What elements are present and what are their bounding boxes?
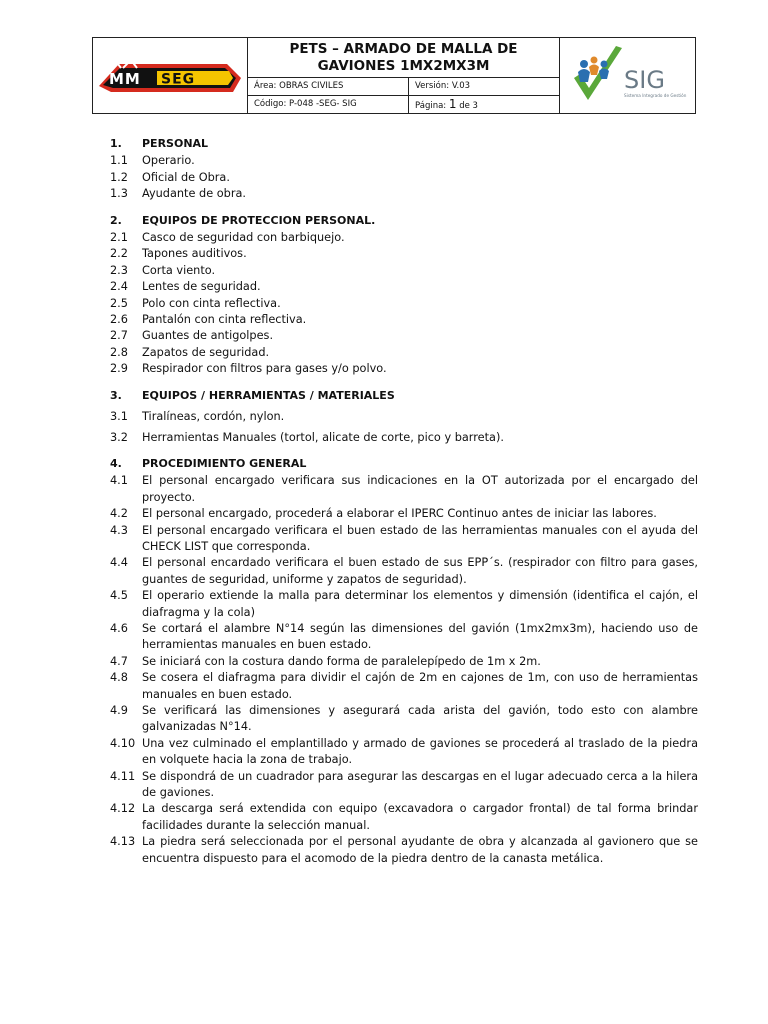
list-item: [110, 430, 698, 446]
section-heading: [110, 456, 698, 472]
list-item: [110, 670, 698, 703]
item-text: Respirador con filtros para gases y/o polvo.: [142, 362, 387, 376]
item-number: 1.3: [110, 187, 128, 201]
list-item: [110, 186, 698, 202]
section-title: EQUIPOS / HERRAMIENTAS / MATERIALES: [142, 388, 395, 402]
item-number: 4.4: [110, 556, 128, 570]
pagina-prefix: Página:: [415, 101, 449, 111]
list-item: [110, 345, 698, 361]
item-text: Tiralíneas, cordón, nylon.: [142, 410, 285, 424]
list-item: [110, 153, 698, 169]
document-title: [248, 38, 559, 78]
svg-text:MM: MM: [109, 70, 141, 88]
list-item: [110, 230, 698, 246]
item-number: 2.6: [110, 313, 128, 327]
section-number: 2.: [110, 213, 122, 227]
item-text: La piedra será seleccionada por el personal ayudante de obra y alcanzada al gavionero que se encuentra dispuesto para el acomodo de la piedra dentro de la canasta metálica.: [142, 835, 698, 865]
list-item: [110, 473, 698, 506]
list-item: [110, 312, 698, 328]
list-item: [110, 736, 698, 769]
svg-text:SEG: SEG: [161, 71, 196, 88]
title-line-1: PETS – ARMADO DE MALLA DE: [289, 41, 518, 57]
mmseg-logo-icon: [93, 38, 248, 113]
section-personal: [110, 136, 698, 203]
item-number: 3.1: [110, 410, 128, 424]
item-number: 4.13: [110, 835, 136, 849]
pagina-number: 1: [448, 97, 457, 111]
section-equipos: [110, 388, 698, 446]
document-header: [92, 37, 696, 114]
item-number: 4.5: [110, 589, 128, 603]
item-text: Pantalón con cinta reflectiva.: [142, 313, 307, 327]
item-text: Casco de seguridad con barbiquejo.: [142, 231, 345, 245]
item-number: 2.5: [110, 296, 128, 310]
codigo-field: Código: P-048 -SEG- SIG: [248, 96, 409, 113]
list-item: [110, 506, 698, 522]
list-item: [110, 621, 698, 654]
item-number: 4.2: [110, 507, 128, 521]
section-heading: [110, 136, 698, 152]
version-field: Versión: V.03: [409, 78, 559, 96]
item-number: 4.10: [110, 736, 136, 750]
item-text: El personal encargado verificara el buen estado de las herramientas manuales con el ayuda del CHECK LIST que corresponda.: [142, 523, 698, 553]
list-item: [110, 170, 698, 186]
item-number: 4.3: [110, 523, 128, 537]
section-number: 1.: [110, 137, 122, 150]
item-number: 2.8: [110, 345, 128, 359]
list-item: [110, 328, 698, 344]
item-text: Guantes de antigolpes.: [142, 329, 274, 343]
item-text: Ayudante de obra.: [142, 187, 246, 201]
sig-logo: [559, 38, 695, 113]
list-item: [110, 279, 698, 295]
pagina-suffix: de 3: [456, 101, 478, 111]
sig-checkmark-icon: [560, 38, 696, 113]
item-number: 3.2: [110, 430, 128, 444]
item-number: 1.2: [110, 170, 128, 184]
title-line-2: GAVIONES 1MX2MX3M: [317, 58, 490, 74]
item-text: El personal encardado verificara el buen estado de sus EPP´s. (respirador con filtro para gases, guantes de seguridad, uniforme y zapatos de seguridad).: [142, 556, 698, 586]
section-title: EQUIPOS DE PROTECCION PERSONAL.: [142, 213, 376, 227]
item-number: 4.12: [110, 802, 136, 816]
item-number: 2.3: [110, 263, 128, 277]
company-logo: [93, 38, 248, 113]
item-number: 2.4: [110, 280, 128, 294]
item-text: Una vez culminado el emplantillado y armado de gaviones se procederá al traslado de la piedra en volquete hacia la zona de trabajo.: [142, 736, 698, 767]
item-number: 2.7: [110, 329, 128, 343]
item-number: 1.1: [110, 154, 128, 168]
item-text: Polo con cinta reflectiva.: [142, 296, 281, 310]
item-text: Zapatos de seguridad.: [142, 345, 270, 359]
item-number: 4.7: [110, 654, 128, 668]
item-text: El operario extiende la malla para determinar los elementos y dimensión (identifica el cajón, el diafragma y la cola): [142, 589, 698, 619]
section-number: 3.: [110, 388, 122, 402]
section-heading: [110, 388, 698, 404]
list-item: [110, 263, 698, 279]
list-item: [110, 769, 698, 802]
item-text: Corta viento.: [142, 263, 216, 277]
list-item: [110, 409, 698, 425]
item-text: El personal encargado, procederá a elaborar el IPERC Continuo antes de iniciar las labores.: [142, 507, 657, 521]
sig-logo-text: SIG: [624, 66, 665, 94]
list-item: [110, 801, 698, 834]
list-item: [110, 588, 698, 621]
item-text: Tapones auditivos.: [142, 247, 247, 261]
list-item: [110, 654, 698, 670]
list-item: [110, 296, 698, 312]
item-number: 4.8: [110, 671, 128, 685]
item-number: 2.2: [110, 247, 128, 261]
item-text: La descarga será extendida con equipo (excavadora o cargador frontal) de tal forma brindar facilidades durante la selección manual.: [142, 802, 698, 832]
item-text: Se cortará el alambre N°14 según las dimensiones del gavión (1mx2mx3m), haciendo uso de herramientas manuales en buen estado.: [142, 621, 698, 652]
item-number: 2.1: [110, 231, 128, 245]
sig-logo-subtitle: Sistema Integrado de Gestión: [624, 93, 687, 98]
pagina-field: [409, 96, 559, 113]
item-text: Se iniciará con la costura dando forma de paralelepípedo de 1m x 2m.: [142, 654, 541, 668]
item-text: Se dispondrá de un cuadrador para asegurar las descargas en el lugar adecuado cerca a la hilera de gaviones.: [142, 769, 698, 800]
section-title: PERSONAL: [142, 137, 209, 150]
item-number: 4.6: [110, 621, 128, 635]
item-text: Oficial de Obra.: [142, 170, 230, 184]
document-body: [110, 136, 698, 877]
item-text: Lentes de seguridad.: [142, 280, 261, 294]
item-text: Se verificará las dimensiones y asegurará cada arista del gavión, todo esto con alambre galvanizadas N°14.: [142, 704, 698, 734]
item-text: Operario.: [142, 154, 195, 168]
item-number: 4.11: [110, 769, 136, 783]
section-title: PROCEDIMIENTO GENERAL: [142, 456, 307, 470]
section-epp: [110, 213, 698, 378]
list-item: [110, 361, 698, 377]
list-item: [110, 555, 698, 588]
item-text: Herramientas Manuales (tortol, alicate de corte, pico y barreta).: [142, 430, 504, 444]
item-text: El personal encargado verificara sus indicaciones en la OT autorizada por el encargado del proyecto.: [142, 474, 698, 504]
item-number: 4.1: [110, 474, 128, 488]
area-field: Área: OBRAS CIVILES: [248, 78, 409, 96]
list-item: [110, 523, 698, 556]
section-heading: [110, 213, 698, 229]
list-item: [110, 246, 698, 262]
section-number: 4.: [110, 456, 122, 470]
item-number: 2.9: [110, 362, 128, 376]
item-number: 4.9: [110, 704, 128, 717]
section-procedimiento: [110, 456, 698, 867]
list-item: [110, 834, 698, 867]
item-text: Se cosera el diafragma para dividir el cajón de 2m en cajones de 1m, con uso de herramientas manuales en buen estado.: [142, 671, 698, 701]
list-item: [110, 703, 698, 736]
